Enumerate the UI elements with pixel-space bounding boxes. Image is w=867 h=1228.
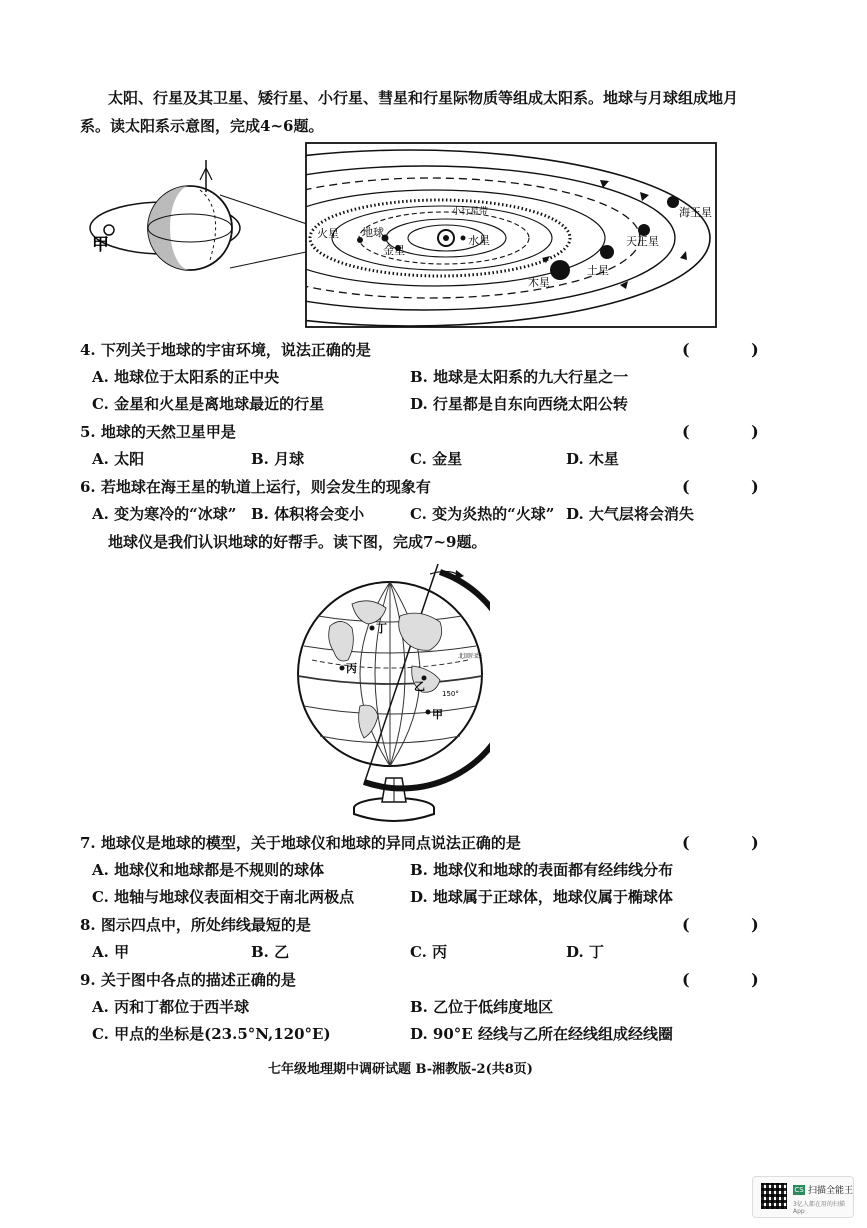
- q6-option-d[interactable]: D. 大气层将会消失: [566, 505, 694, 523]
- mercury-label: 水星: [468, 234, 490, 247]
- intro-paragraph-1: [80, 84, 800, 140]
- moon-label: 甲: [92, 235, 109, 255]
- q4-option-a[interactable]: A. 地球位于太阳系的正中央: [92, 368, 280, 386]
- q8-option-a[interactable]: A. 甲: [92, 943, 130, 961]
- q8-option-c[interactable]: C. 丙: [410, 943, 448, 961]
- scanner-brand: 扫描全能王: [808, 1186, 854, 1196]
- q9-stem: 9. 关于图中各点的描述正确的是: [80, 971, 296, 989]
- q7-answer-blank[interactable]: ( ): [682, 833, 787, 852]
- q7-option-d[interactable]: D. 地球属于正球体，地球仪属于椭球体: [410, 888, 673, 906]
- q9-option-b[interactable]: B. 乙位于低纬度地区: [410, 998, 554, 1016]
- q9-option-a[interactable]: A. 丙和丁都位于西半球: [92, 998, 250, 1016]
- q5-stem: 5. 地球的天然卫星甲是: [80, 423, 236, 441]
- q9-answer-blank[interactable]: ( ): [682, 970, 787, 989]
- neptune-label: 海王星: [679, 206, 712, 219]
- q8-stem: 8. 图示四点中，所处纬线最短的是: [80, 916, 311, 934]
- solar-system-diagram: [80, 140, 730, 332]
- intro-line-1: 太阳、行星及其卫星、矮行星、小行星、彗星和行星际物质等组成太阳系。地球与月球组成地月: [108, 89, 739, 107]
- q9-option-d[interactable]: D. 90°E 经线与乙所在经线组成经线圈: [410, 1025, 673, 1043]
- moon-mark: [104, 225, 114, 235]
- q7-stem: 7. 地球仪是地球的模型，关于地球仪和地球的异同点说法正确的是: [80, 834, 521, 852]
- q7-option-c[interactable]: C. 地轴与地球仪表面相交于南北两极点: [92, 888, 355, 906]
- q7-option-a[interactable]: A. 地球仪和地球都是不规则的球体: [92, 861, 325, 879]
- scanner-watermark: [752, 1176, 854, 1218]
- globe-diagram: [290, 556, 490, 824]
- q5-option-c[interactable]: C. 金星: [410, 450, 463, 468]
- sun-icon: [438, 230, 454, 246]
- qr-code-icon: [761, 1183, 787, 1209]
- venus-label: 金星: [383, 244, 405, 257]
- scanner-slogan: 3亿人都在用的扫描App: [793, 1201, 845, 1215]
- q5-option-a[interactable]: A. 太阳: [92, 450, 145, 468]
- q6-option-b[interactable]: B. 体积将会变小: [251, 505, 365, 523]
- mercury-dot: [461, 236, 466, 241]
- q8-option-b[interactable]: B. 乙: [251, 943, 290, 961]
- neptune-dot: [667, 196, 679, 208]
- jupiter-label: 木星: [528, 276, 550, 289]
- q6-answer-blank[interactable]: ( ): [682, 477, 787, 496]
- q4-option-c[interactable]: C. 金星和火星是离地球最近的行星: [92, 395, 325, 413]
- jupiter-dot: [550, 260, 570, 280]
- earth-moon-system: [90, 160, 240, 270]
- q6-option-c[interactable]: C. 变为炎热的“火球”: [410, 505, 555, 523]
- svg-text:丙: 丙: [346, 662, 357, 675]
- q4-option-b[interactable]: B. 地球是太阳系的九大行星之一: [410, 368, 629, 386]
- intro-line-2: 系。读太阳系示意图，完成4~6题。: [80, 117, 324, 135]
- q7-option-b[interactable]: B. 地球仪和地球的表面都有经纬线分布: [410, 861, 674, 879]
- globe-lat-label: 北回归线: [458, 653, 483, 660]
- q8-option-d[interactable]: D. 丁: [566, 943, 604, 961]
- page-footer: 七年级地理期中调研试题 B-湘教版-2(共8页): [268, 1062, 533, 1077]
- q9-option-c[interactable]: C. 甲点的坐标是(23.5°N,120°E): [92, 1025, 331, 1043]
- q5-answer-blank[interactable]: ( ): [682, 422, 787, 441]
- q5-option-d[interactable]: D. 木星: [566, 450, 619, 468]
- globe-lon-label: 150°: [442, 690, 459, 698]
- svg-text:甲: 甲: [432, 708, 443, 721]
- asteroid-belt-label: 小行星带: [452, 207, 489, 217]
- saturn-dot: [600, 245, 614, 259]
- svg-text:丁: 丁: [376, 622, 387, 635]
- q8-answer-blank[interactable]: ( ): [682, 915, 787, 934]
- saturn-label: 土星: [587, 264, 609, 277]
- mars-dot: [357, 237, 363, 243]
- cs-logo-icon: CS: [794, 1186, 804, 1194]
- mars-label: 火星: [317, 227, 339, 240]
- q6-stem: 6. 若地球在海王星的轨道上运行，则会发生的现象有: [80, 478, 431, 496]
- q5-option-b[interactable]: B. 月球: [251, 450, 305, 468]
- q4-stem: 4. 下列关于地球的宇宙环境，说法正确的是: [80, 341, 371, 359]
- svg-text:乙: 乙: [414, 680, 425, 693]
- earth-label: 地球: [362, 226, 384, 239]
- q4-option-d[interactable]: D. 行星都是自东向西绕太阳公转: [410, 395, 628, 413]
- uranus-label: 天王星: [626, 235, 659, 248]
- q4-answer-blank[interactable]: ( ): [682, 340, 787, 359]
- intro-paragraph-2: 地球仪是我们认识地球的好帮手。读下图，完成7~9题。: [108, 533, 487, 551]
- q6-option-a[interactable]: A. 变为寒冷的“冰球”: [92, 505, 237, 523]
